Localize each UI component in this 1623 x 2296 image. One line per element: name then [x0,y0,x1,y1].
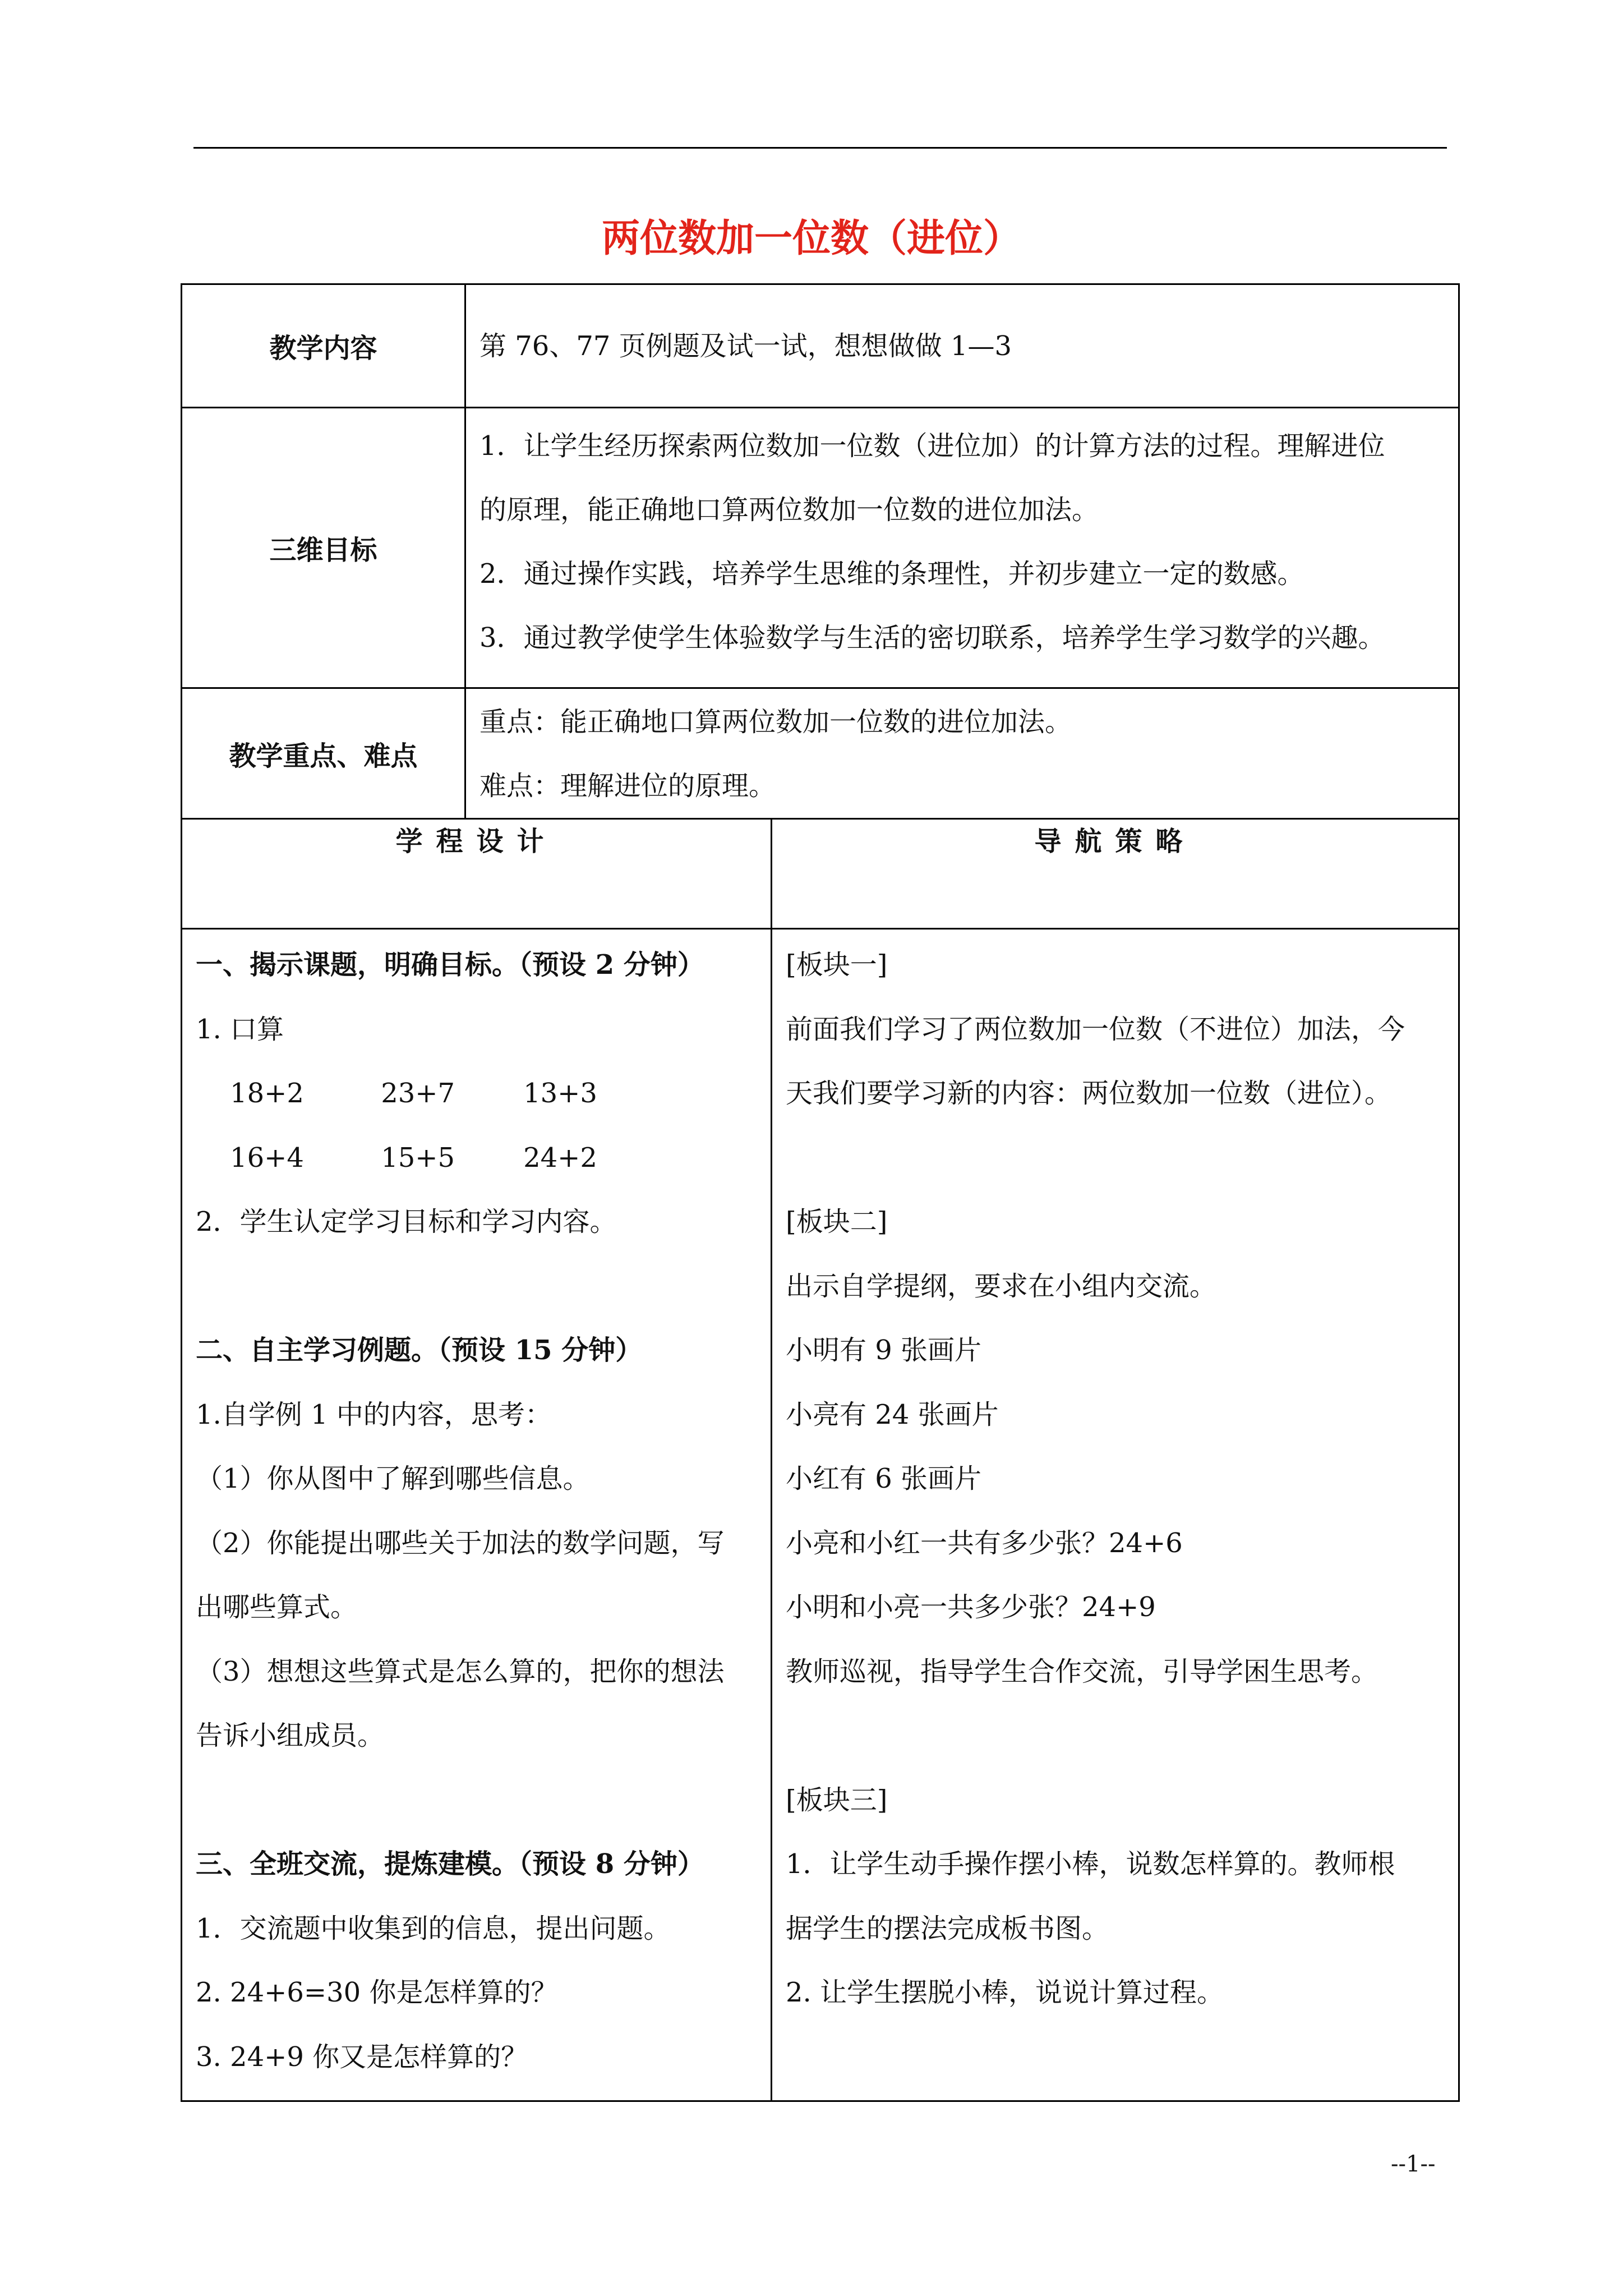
navigation-strategy-column [772,929,1459,2101]
page-number: --1-- [1391,2151,1436,2177]
text-line: 重点：能正确地口算两位数加一位数的进位加法。 [479,706,1072,738]
text-line: （2）你能提出哪些关于加法的数学问题，写 [196,1527,725,1559]
text-line: 1．交流题中收集到的信息，提出问题。 [196,1912,671,1944]
text-line: 1.自学例 1 中的内容，思考： [196,1398,552,1430]
text-line: 3．通过教学使学生体验数学与生活的密切联系，培养学生学习数学的兴趣。 [479,622,1385,654]
text-line: 第 76、77 页例题及试一试，想想做做 1—3 [479,330,1012,362]
text-line: （3）想想这些算式是怎么算的，把你的想法 [196,1655,725,1687]
blank-line [196,1254,757,1319]
row-teaching-content [182,284,1459,408]
row-column-headers [182,819,1459,929]
text-line: 的原理，能正确地口算两位数加一位数的进位加法。 [479,494,1099,526]
text-line: 2．学生认定学习目标和学习内容。 [196,1206,617,1237]
oral-calc-row: 18+2 23+7 13+3 [196,1078,597,1109]
text-line: 小亮有 24 张画片 [786,1398,999,1430]
block-heading: [板块三] [786,1784,888,1816]
text-line: 2．通过操作实践，培养学生思维的条理性，并初步建立一定的数感。 [479,558,1304,590]
section-heading: 三、全班交流，提炼建模。（预设 8 分钟） [196,1848,704,1880]
blank-line [786,1126,1445,1190]
text-line: 据学生的摆法完成板书图。 [786,1912,1109,1944]
text-line: 2. 让学生摆脱小棒，说说计算过程。 [786,1977,1224,2008]
text-line: 3. 24+9 你又是怎样算的？ [196,2041,528,2073]
header-rule [193,147,1447,149]
block-heading: [板块一] [786,949,888,981]
text-line: 2. 24+6=30 你是怎样算的？ [196,1977,558,2008]
value-key-and-difficult-points [465,688,1459,819]
text-line: （1）你从图中了解到哪些信息。 [196,1463,590,1494]
row-three-dimensional-goals [182,408,1459,688]
text-line: 出示自学提纲，要求在小组内交流。 [786,1270,1217,1302]
text-line: 小明和小亮一共多少张？24+9 [786,1591,1156,1623]
text-line: 小明有 9 张画片 [786,1335,982,1366]
lesson-plan-table [181,283,1460,2102]
label-key-and-difficult-points: 教学重点、难点 [182,688,465,819]
section-heading: 二、自主学习例题。（预设 15 分钟） [196,1335,643,1366]
document-title: 两位数加一位数（进位） [601,216,1021,261]
learning-design-column [182,929,772,2101]
header-learning-design: 学程设计 [182,819,772,929]
value-three-dimensional-goals [465,408,1459,688]
section-heading: 一、揭示课题，明确目标。（预设 2 分钟） [196,949,704,981]
text-line: 告诉小组成员。 [196,1720,385,1751]
text-line: 1. 口算 [196,1013,284,1045]
oral-calc-row: 16+4 15+5 24+2 [196,1142,597,1174]
text-line: 小红有 6 张画片 [786,1463,982,1494]
blank-line [786,1704,1445,1768]
text-line: 教师巡视，指导学生合作交流，引导学困生思考。 [786,1655,1378,1687]
text-line: 1．让学生动手操作摆小棒，说数怎样算的。教师根 [786,1848,1395,1880]
label-three-dimensional-goals: 三维目标 [182,408,465,688]
text-line: 难点：理解进位的原理。 [479,770,776,802]
block-heading: [板块二] [786,1206,888,1237]
label-teaching-content: 教学内容 [182,284,465,408]
blank-line [196,1768,757,1833]
text-line: 前面我们学习了两位数加一位数（不进位）加法，今 [786,1013,1405,1045]
row-key-and-difficult-points [182,688,1459,819]
header-navigation-strategy: 导航策略 [772,819,1459,929]
text-line: 1．让学生经历探索两位数加一位数（进位加）的计算方法的过程。理解进位 [479,430,1385,462]
text-line: 出哪些算式。 [196,1591,358,1623]
text-line: 小亮和小红一共有多少张？24+6 [786,1527,1183,1559]
text-line: 天我们要学习新的内容：两位数加一位数（进位）。 [786,1078,1392,1109]
value-teaching-content [465,284,1459,408]
row-lesson-body [182,929,1459,2101]
